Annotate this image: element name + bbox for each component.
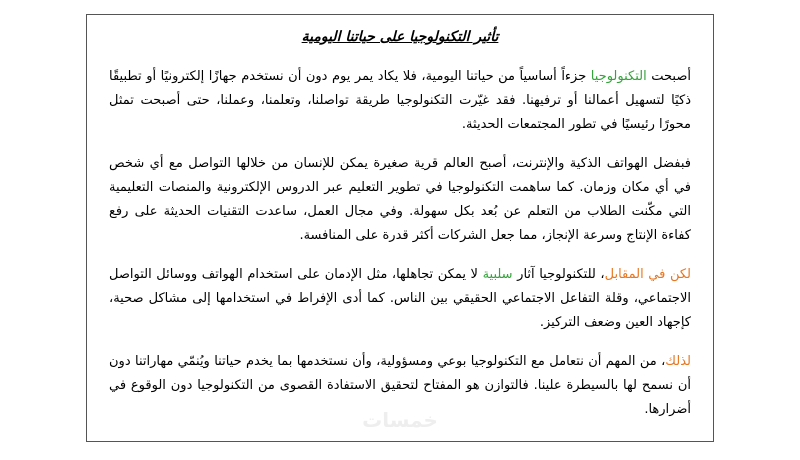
drawbacks-after: لا يمكن تجاهلها، مثل الإدمان على استخدام الهواتف ووسائل التواصل الاجتماعي، وقلة التفاعل الاجتماعي الحقيقي بين الناس. كما أدى الإفراط في استخدامها إلى مشاكل صحية، كإجهاد العين وضعف التركيز.	[109, 267, 691, 330]
benefits-text: فبفضل الهواتف الذكية والإنترنت، أصبح العالم قرية صغيرة يمكن للإنسان من خلالها التواصل مع أي شخص في أي مكان وزمان. كما ساهمت التكنولوجيا في تطوير التعليم عبر الدروس الإلكترونية والمنصات التعليمية التي مكّنت الطلاب من التعلم عن بُعد بكل سهولة. وفي مجال العمل، ساعدت التقنيات الحديثة على رفع كفاءة الإنتاج وسرعة الإنجاز، مما جعل الشركات أكثر قدرة على المنافسة.	[109, 156, 691, 243]
intro-after: جزءاً أساسياً من حياتنا اليومية، فلا يكاد يمر يوم دون أن نستخدم جهازًا إلكترونيًا أو تطبيقًا ذكيًا لتسهيل أعمالنا أو ترفيهنا. فقد غيّرت التكنولوجيا طريقة تواصلنا، وتعلمنا، وعملنا، حتى أصبحت تمثل محورًا رئيسيًا في تطور المجتمعات الحديثة.	[109, 69, 691, 132]
paragraph-drawbacks	[109, 263, 691, 335]
conclusion-after: ، من المهم أن نتعامل مع التكنولوجيا بوعي ومسؤولية، وأن نستخدمها بما يخدم حياتنا ويُنمّي مهاراتنا دون أن نسمح لها بالسيطرة علينا. فالتوازن هو المفتاح لتحقيق الاستفادة القصوى من التكنولوجيا دون الوقوع في أضرارها.	[109, 354, 691, 417]
intro-before: أصبحت	[646, 69, 691, 84]
document-body	[109, 65, 691, 437]
drawbacks-middle: ، للتكنولوجيا آثار	[512, 267, 605, 282]
intro-highlight: التكنولوجيا	[590, 69, 647, 84]
document-page	[86, 14, 714, 442]
document-title: تأثير التكنولوجيا على حياتنا اليومية	[301, 29, 499, 45]
drawbacks-highlight: لكن في المقابل	[604, 267, 691, 282]
paragraph-intro	[109, 65, 691, 137]
paragraph-benefits	[109, 152, 691, 248]
conclusion-highlight: لذلك	[665, 354, 691, 369]
drawbacks-highlight-negative: سلبية	[482, 267, 513, 282]
watermark-logo: خمسات	[362, 408, 438, 432]
